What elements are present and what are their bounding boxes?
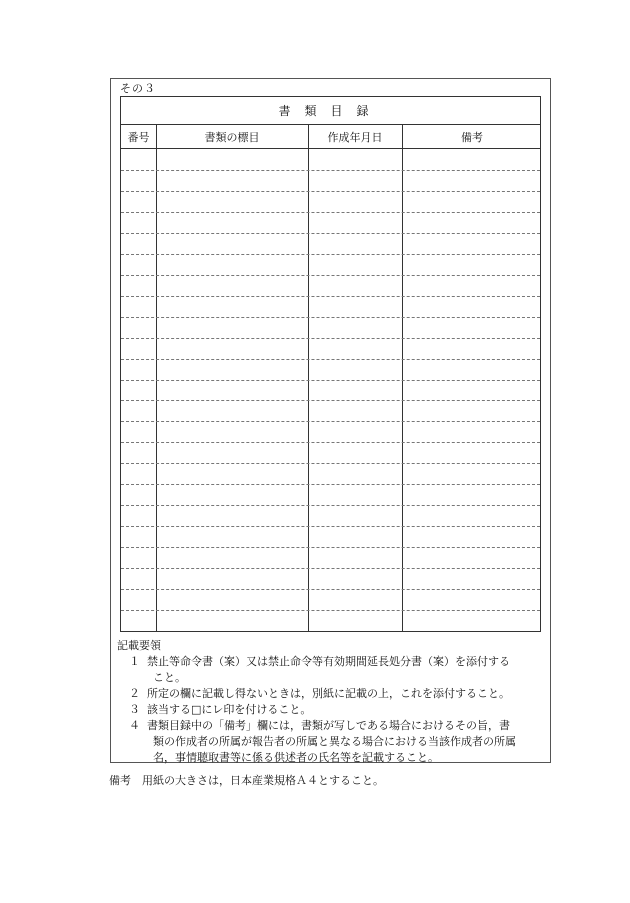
table-row <box>121 233 540 234</box>
instruction-number: ４ <box>129 719 140 732</box>
column-divider <box>308 125 309 631</box>
document-list-table <box>120 96 541 632</box>
instruction-item <box>129 686 547 702</box>
instruction-text: こと。 <box>153 671 186 684</box>
header-remarks: 備考 <box>461 131 483 144</box>
table-row <box>121 568 540 569</box>
table-row <box>121 610 540 611</box>
table-row <box>121 296 540 297</box>
table-title: 書類目録 <box>121 97 540 125</box>
table-row <box>121 254 540 255</box>
table-row <box>121 170 540 171</box>
table-row <box>121 400 540 401</box>
table-row <box>121 191 540 192</box>
instruction-item <box>129 702 547 718</box>
column-divider <box>402 125 403 631</box>
header-number: 番号 <box>127 131 150 144</box>
instruction-item <box>129 718 547 766</box>
footer-remark: 備考 用紙の大きさは，日本産業規格Ａ４とすること。 <box>109 774 384 787</box>
table-row <box>121 421 540 422</box>
instruction-text: 禁止等命令書（案）又は禁止命令等有効期間延長処分書（案）を添付する <box>147 655 510 668</box>
instruction-number: ２ <box>129 687 140 700</box>
instruction-number: ３ <box>129 703 140 716</box>
table-row <box>121 484 540 485</box>
table-row <box>121 380 540 381</box>
instruction-text: 名，事情聴取書等に係る供述者の氏名等を記載すること。 <box>153 751 439 764</box>
instruction-text: 書類目録中の「備考」欄には，書類が写しである場合におけるその旨，書 <box>147 719 510 732</box>
column-divider <box>156 125 157 631</box>
table-row <box>121 359 540 360</box>
table-row <box>121 526 540 527</box>
instruction-text: 類の作成者の所属が報告者の所属と異なる場合における当該作成者の所属 <box>153 735 516 748</box>
instruction-number: １ <box>129 655 140 668</box>
table-row <box>121 338 540 339</box>
table-row <box>121 505 540 506</box>
table-row <box>121 442 540 443</box>
instruction-item <box>129 654 547 686</box>
table-row <box>121 212 540 213</box>
table-row <box>121 275 540 276</box>
instructions <box>117 638 547 766</box>
header-document-title: 書類の標目 <box>204 131 260 144</box>
table-row <box>121 463 540 464</box>
instruction-text: 所定の欄に記載し得ないときは，別紙に記載の上，これを添付すること。 <box>147 687 510 700</box>
instruction-text: 該当する□にレ印を付けること。 <box>147 703 312 716</box>
table-row <box>121 589 540 590</box>
header-creation-date: 作成年月日 <box>327 131 383 144</box>
part-label: その３ <box>120 82 156 95</box>
table-row <box>121 547 540 548</box>
table-header-row <box>121 125 540 149</box>
table-row <box>121 317 540 318</box>
instructions-heading: 記載要領 <box>117 639 161 652</box>
